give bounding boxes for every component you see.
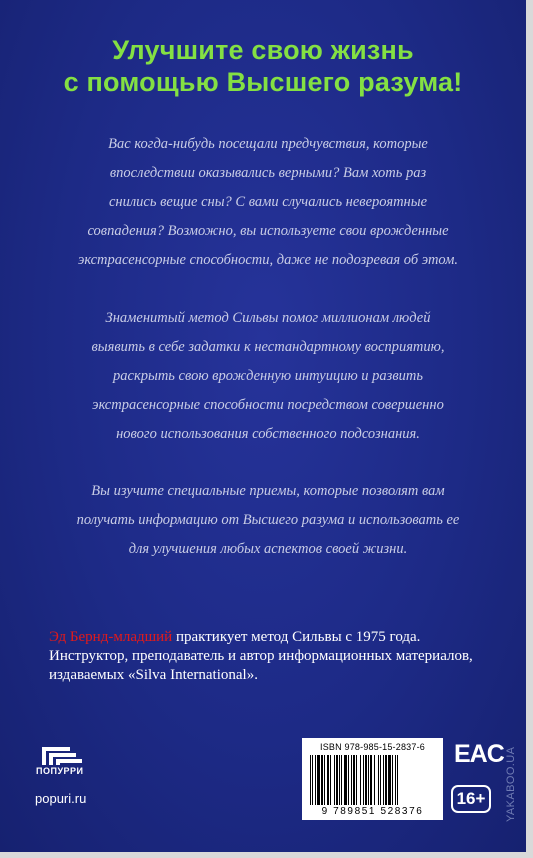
- blurb-line: нового использования собственного подсознания.: [116, 426, 420, 442]
- publisher-logo-text: ПОПУРРИ: [36, 766, 84, 776]
- blurb-line: совпадения? Возможно, вы используете свои врожденные: [87, 223, 449, 239]
- blurb-line: экстрасенсорные способности посредством совершенно: [92, 397, 444, 413]
- author-name: Эд Бернд-младший: [49, 629, 173, 645]
- age-rating-badge: 16+: [451, 785, 491, 813]
- blurb-line: снились вещие сны? С вами случались невероятные: [108, 194, 428, 210]
- blurb-line: для улучшения любых аспектов своей жизни.: [128, 541, 408, 557]
- barcode-block: [302, 738, 443, 820]
- headline: [0, 34, 526, 98]
- blurb-line: получать информацию от Высшего разума и использовать ее: [76, 512, 460, 528]
- blurb-paragraph-3: [62, 477, 474, 564]
- blurb-line: экстрасенсорные способности, даже не подозревая об этом.: [77, 252, 459, 268]
- blurb-line: Вас когда-нибудь посещали предчувствия, которые: [108, 136, 428, 152]
- blurb-line: выявить в себе задатки к нестандартному восприятию,: [91, 339, 445, 355]
- author-bio-line-1: [49, 628, 489, 647]
- author-bio-line-2: Инструктор, преподаватель и автор информационных материалов,: [49, 648, 473, 664]
- blurb-paragraph-2: [62, 304, 474, 449]
- blurb-line: Вы изучите специальные приемы, которые позволят вам: [91, 483, 445, 499]
- blurb-paragraph-1: [62, 130, 474, 275]
- blurb-line: раскрыть свою врожденную интуицию и развить: [113, 368, 423, 384]
- publisher-logo-icon: [36, 745, 86, 767]
- isbn-label: ISBN 978-985-15-2837-6: [320, 742, 425, 752]
- publisher-site: popuri.ru: [35, 791, 87, 806]
- headline-line-2: с помощью Высшего разума!: [63, 67, 463, 97]
- author-bio-line-3: издаваемых «Silva International».: [49, 667, 258, 683]
- blurb-line: впоследствии оказывались верными? Вам хоть раз: [109, 165, 427, 181]
- author-bio: [49, 628, 489, 685]
- watermark: YAKABOO.UA: [505, 746, 517, 822]
- blurb-line: Знаменитый метод Сильвы помог миллионам людей: [105, 310, 431, 326]
- eac-mark-icon: EAC: [454, 740, 504, 768]
- headline-line-1: Улучшите свою жизнь: [112, 35, 414, 65]
- author-bio-text: практикует метод Сильвы с 1975 года.: [172, 629, 421, 645]
- ean-digits: 9 789851 528376: [321, 806, 424, 817]
- barcode-icon: [310, 755, 435, 805]
